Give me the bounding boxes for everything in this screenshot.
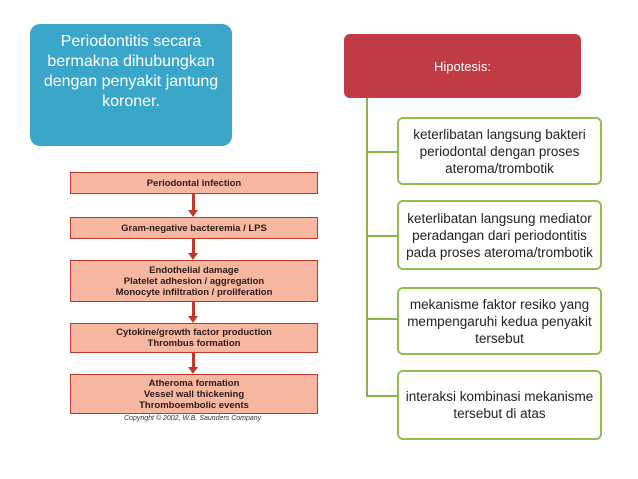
- flow-arrowhead-2: [188, 253, 198, 260]
- flowchart-image: [38, 168, 320, 424]
- connector-branch-1: [366, 151, 397, 153]
- hypothesis-item-2: [397, 200, 602, 270]
- flow-arrowhead-3: [188, 316, 198, 323]
- flow-step-4-line-1: Cytokine/growth factor production: [116, 327, 272, 338]
- hypothesis-item-4-text: interaksi kombinasi mekanisme tersebut di atas: [405, 389, 594, 421]
- hypothesis-item-1: [397, 117, 602, 185]
- flow-step-3-line-2: Platelet adhesion / aggregation: [123, 275, 265, 287]
- flow-step-4-line-2: Thrombus formation: [147, 338, 241, 349]
- flow-step-3-line-3: Monocyte infiltration / proliferation: [115, 286, 273, 298]
- connector-vertical-line: [366, 98, 368, 396]
- hypothesis-label: Hipotesis:: [433, 58, 492, 74]
- connector-branch-2: [366, 235, 397, 237]
- flow-step-4: [70, 323, 318, 353]
- flowchart-copyright: Copyright © 2002, W.B. Saunders Company: [124, 415, 262, 422]
- hypothesis-item-2-text: keterlibatan langsung mediator peradangan dari periodontitis pada proses ateroma/trombotik: [406, 210, 593, 260]
- connector-branch-4: [366, 395, 397, 397]
- flow-step-2: [70, 217, 318, 239]
- flow-step-2-line-1: Gram-negative bacteremia / LPS: [121, 222, 267, 234]
- flow-step-5: [70, 374, 318, 414]
- hypothesis-header: [344, 34, 581, 98]
- flow-step-5-line-3: Thromboembolic events: [139, 399, 249, 411]
- flow-step-1: [70, 172, 318, 194]
- hypothesis-item-3-text: mekanisme faktor resiko yang mempengaruhi kedua penyakit tersebut: [407, 296, 592, 346]
- flow-step-3: [70, 260, 318, 302]
- connector-branch-3: [366, 318, 397, 320]
- flow-step-3-line-1: Endothelial damage: [149, 264, 239, 276]
- flow-step-1-line-1: Periodontal infection: [146, 177, 242, 189]
- flow-arrowhead-1: [188, 210, 198, 217]
- flow-arrowhead-4: [188, 367, 198, 374]
- flow-step-5-line-2: Vessel wall thickening: [143, 388, 245, 400]
- hypothesis-item-1-text: keterlibatan langsung bakteri periodontal dengan proses ateroma/trombotik: [413, 126, 586, 176]
- title-text: Periodontitis secara bermakna dihubungkan dengan penyakit jantung koroner.: [43, 33, 219, 110]
- flow-step-5-line-1: Atheroma formation: [148, 377, 240, 389]
- hypothesis-item-3: [397, 287, 602, 355]
- hypothesis-item-4: [397, 370, 602, 440]
- title-box: [30, 24, 232, 146]
